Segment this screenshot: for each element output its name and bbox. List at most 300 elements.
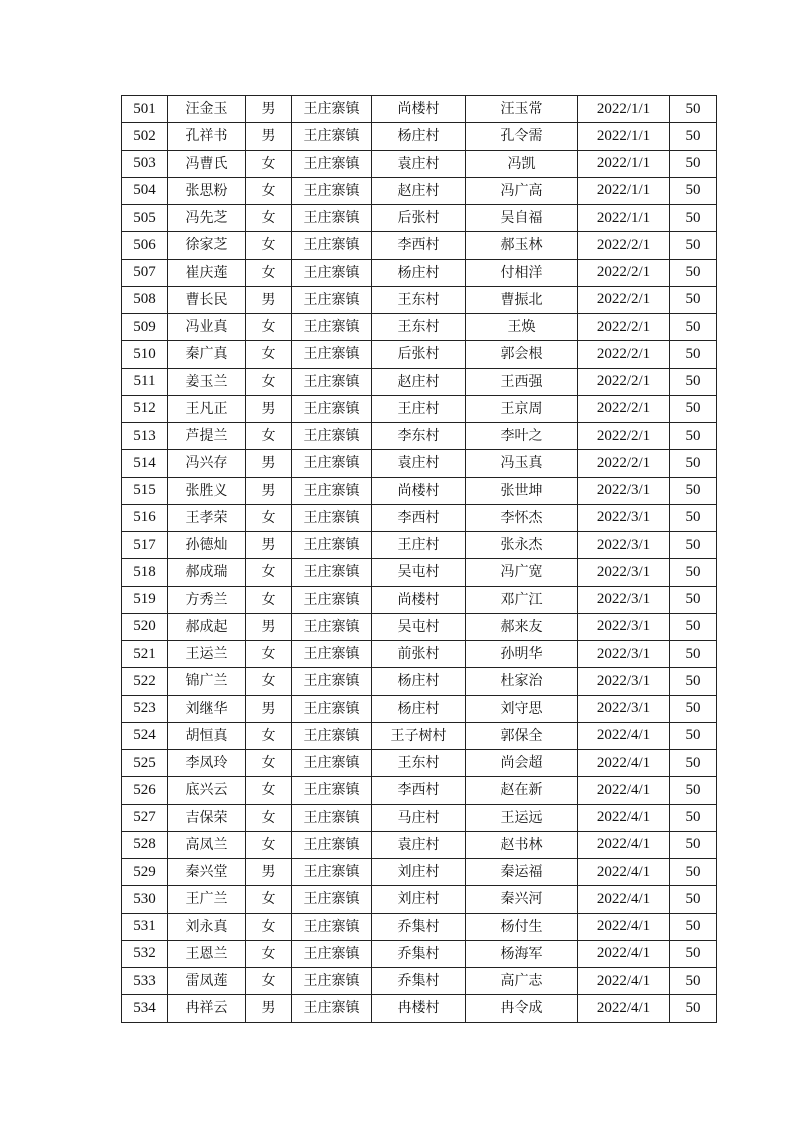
cell-gender: 女 [246, 913, 292, 940]
table-row [122, 286, 717, 313]
cell-date: 2022/2/1 [578, 395, 670, 422]
cell-town: 王庄寨镇 [292, 668, 372, 695]
cell-name: 刘永真 [168, 913, 246, 940]
cell-date: 2022/4/1 [578, 722, 670, 749]
cell-village: 尚楼村 [372, 96, 466, 123]
cell-date: 2022/4/1 [578, 859, 670, 886]
table-row [122, 232, 717, 259]
cell-name: 冯先芝 [168, 205, 246, 232]
cell-amount: 50 [670, 586, 717, 613]
cell-village: 杨庄村 [372, 668, 466, 695]
cell-relative: 曹振北 [466, 286, 578, 313]
cell-amount: 50 [670, 150, 717, 177]
cell-village: 杨庄村 [372, 695, 466, 722]
cell-gender: 女 [246, 968, 292, 995]
cell-amount: 50 [670, 940, 717, 967]
cell-relative: 汪玉常 [466, 96, 578, 123]
cell-name: 郝成起 [168, 613, 246, 640]
cell-town: 王庄寨镇 [292, 205, 372, 232]
cell-date: 2022/3/1 [578, 668, 670, 695]
table-row [122, 395, 717, 422]
table-row [122, 777, 717, 804]
cell-gender: 女 [246, 886, 292, 913]
cell-town: 王庄寨镇 [292, 804, 372, 831]
table-row [122, 205, 717, 232]
cell-village: 王子树村 [372, 722, 466, 749]
cell-number: 504 [122, 177, 168, 204]
cell-name: 吉保荣 [168, 804, 246, 831]
cell-gender: 男 [246, 859, 292, 886]
table-row [122, 150, 717, 177]
cell-relative: 王京周 [466, 395, 578, 422]
cell-town: 王庄寨镇 [292, 150, 372, 177]
cell-amount: 50 [670, 205, 717, 232]
cell-gender: 女 [246, 177, 292, 204]
cell-date: 2022/2/1 [578, 450, 670, 477]
cell-village: 马庄村 [372, 804, 466, 831]
cell-date: 2022/2/1 [578, 341, 670, 368]
cell-village: 尚楼村 [372, 586, 466, 613]
cell-gender: 女 [246, 423, 292, 450]
cell-number: 528 [122, 831, 168, 858]
cell-name: 锦广兰 [168, 668, 246, 695]
table-row [122, 504, 717, 531]
table-row [122, 423, 717, 450]
cell-amount: 50 [670, 504, 717, 531]
cell-amount: 50 [670, 96, 717, 123]
cell-town: 王庄寨镇 [292, 777, 372, 804]
cell-date: 2022/2/1 [578, 314, 670, 341]
cell-gender: 女 [246, 341, 292, 368]
table-row [122, 450, 717, 477]
cell-name: 芦提兰 [168, 423, 246, 450]
table-row [122, 940, 717, 967]
table-row [122, 968, 717, 995]
cell-gender: 男 [246, 995, 292, 1022]
cell-date: 2022/3/1 [578, 695, 670, 722]
cell-number: 530 [122, 886, 168, 913]
cell-town: 王庄寨镇 [292, 286, 372, 313]
cell-gender: 男 [246, 395, 292, 422]
cell-gender: 女 [246, 641, 292, 668]
cell-amount: 50 [670, 750, 717, 777]
cell-amount: 50 [670, 423, 717, 450]
cell-gender: 女 [246, 831, 292, 858]
cell-date: 2022/4/1 [578, 968, 670, 995]
cell-town: 王庄寨镇 [292, 232, 372, 259]
cell-relative: 李怀杰 [466, 504, 578, 531]
cell-number: 521 [122, 641, 168, 668]
cell-amount: 50 [670, 368, 717, 395]
cell-number: 502 [122, 123, 168, 150]
cell-village: 李西村 [372, 504, 466, 531]
cell-relative: 高广志 [466, 968, 578, 995]
cell-relative: 张永杰 [466, 532, 578, 559]
cell-name: 王孝荣 [168, 504, 246, 531]
cell-relative: 冯玉真 [466, 450, 578, 477]
cell-date: 2022/4/1 [578, 831, 670, 858]
cell-town: 王庄寨镇 [292, 940, 372, 967]
cell-name: 冯曹氏 [168, 150, 246, 177]
cell-name: 李凤玲 [168, 750, 246, 777]
cell-number: 529 [122, 859, 168, 886]
table-row [122, 668, 717, 695]
cell-date: 2022/3/1 [578, 559, 670, 586]
cell-amount: 50 [670, 804, 717, 831]
cell-relative: 郭会根 [466, 341, 578, 368]
table-row [122, 559, 717, 586]
cell-date: 2022/1/1 [578, 123, 670, 150]
table-row [122, 913, 717, 940]
cell-gender: 女 [246, 804, 292, 831]
cell-amount: 50 [670, 968, 717, 995]
cell-town: 王庄寨镇 [292, 504, 372, 531]
cell-name: 方秀兰 [168, 586, 246, 613]
cell-date: 2022/3/1 [578, 532, 670, 559]
cell-number: 524 [122, 722, 168, 749]
cell-number: 518 [122, 559, 168, 586]
cell-date: 2022/2/1 [578, 286, 670, 313]
cell-name: 冯兴存 [168, 450, 246, 477]
cell-town: 王庄寨镇 [292, 368, 372, 395]
cell-town: 王庄寨镇 [292, 586, 372, 613]
cell-gender: 男 [246, 613, 292, 640]
cell-number: 533 [122, 968, 168, 995]
cell-number: 517 [122, 532, 168, 559]
cell-name: 徐家芝 [168, 232, 246, 259]
cell-village: 袁庄村 [372, 831, 466, 858]
cell-town: 王庄寨镇 [292, 341, 372, 368]
cell-number: 513 [122, 423, 168, 450]
cell-name: 王凡正 [168, 395, 246, 422]
cell-number: 527 [122, 804, 168, 831]
cell-date: 2022/4/1 [578, 995, 670, 1022]
cell-gender: 女 [246, 668, 292, 695]
cell-relative: 郭保全 [466, 722, 578, 749]
cell-gender: 女 [246, 559, 292, 586]
cell-relative: 付相洋 [466, 259, 578, 286]
cell-date: 2022/4/1 [578, 750, 670, 777]
records-table [121, 95, 717, 1023]
table-row [122, 722, 717, 749]
cell-gender: 女 [246, 722, 292, 749]
cell-amount: 50 [670, 913, 717, 940]
cell-amount: 50 [670, 232, 717, 259]
cell-name: 王运兰 [168, 641, 246, 668]
cell-amount: 50 [670, 831, 717, 858]
cell-village: 袁庄村 [372, 150, 466, 177]
cell-village: 前张村 [372, 641, 466, 668]
cell-amount: 50 [670, 777, 717, 804]
cell-number: 501 [122, 96, 168, 123]
cell-number: 503 [122, 150, 168, 177]
cell-town: 王庄寨镇 [292, 450, 372, 477]
cell-number: 511 [122, 368, 168, 395]
cell-relative: 赵书林 [466, 831, 578, 858]
table-row [122, 341, 717, 368]
table-row [122, 177, 717, 204]
table-row [122, 886, 717, 913]
cell-amount: 50 [670, 613, 717, 640]
cell-amount: 50 [670, 641, 717, 668]
cell-name: 秦兴堂 [168, 859, 246, 886]
cell-number: 523 [122, 695, 168, 722]
cell-amount: 50 [670, 995, 717, 1022]
cell-number: 514 [122, 450, 168, 477]
table-row [122, 123, 717, 150]
cell-village: 袁庄村 [372, 450, 466, 477]
cell-village: 杨庄村 [372, 259, 466, 286]
cell-town: 王庄寨镇 [292, 314, 372, 341]
cell-number: 525 [122, 750, 168, 777]
cell-town: 王庄寨镇 [292, 259, 372, 286]
cell-date: 2022/3/1 [578, 586, 670, 613]
table-row [122, 859, 717, 886]
records-body [122, 96, 717, 1023]
table-row [122, 532, 717, 559]
cell-name: 姜玉兰 [168, 368, 246, 395]
cell-number: 507 [122, 259, 168, 286]
cell-village: 刘庄村 [372, 859, 466, 886]
cell-name: 张思粉 [168, 177, 246, 204]
cell-town: 王庄寨镇 [292, 968, 372, 995]
cell-name: 冉祥云 [168, 995, 246, 1022]
cell-date: 2022/1/1 [578, 177, 670, 204]
cell-town: 王庄寨镇 [292, 96, 372, 123]
cell-date: 2022/4/1 [578, 940, 670, 967]
cell-town: 王庄寨镇 [292, 123, 372, 150]
cell-number: 510 [122, 341, 168, 368]
cell-village: 李东村 [372, 423, 466, 450]
cell-name: 高凤兰 [168, 831, 246, 858]
cell-gender: 女 [246, 205, 292, 232]
cell-date: 2022/2/1 [578, 368, 670, 395]
cell-gender: 女 [246, 504, 292, 531]
cell-relative: 孔令需 [466, 123, 578, 150]
cell-village: 后张村 [372, 341, 466, 368]
cell-gender: 女 [246, 940, 292, 967]
cell-village: 李西村 [372, 232, 466, 259]
cell-amount: 50 [670, 259, 717, 286]
cell-date: 2022/1/1 [578, 150, 670, 177]
cell-town: 王庄寨镇 [292, 913, 372, 940]
cell-relative: 邓广江 [466, 586, 578, 613]
table-row [122, 314, 717, 341]
cell-town: 王庄寨镇 [292, 831, 372, 858]
cell-relative: 冯凯 [466, 150, 578, 177]
cell-amount: 50 [670, 886, 717, 913]
cell-gender: 女 [246, 150, 292, 177]
cell-gender: 男 [246, 477, 292, 504]
cell-number: 522 [122, 668, 168, 695]
cell-town: 王庄寨镇 [292, 859, 372, 886]
cell-amount: 50 [670, 668, 717, 695]
table-row [122, 586, 717, 613]
cell-town: 王庄寨镇 [292, 722, 372, 749]
cell-name: 曹长民 [168, 286, 246, 313]
cell-date: 2022/3/1 [578, 477, 670, 504]
cell-name: 王广兰 [168, 886, 246, 913]
cell-number: 508 [122, 286, 168, 313]
cell-village: 乔集村 [372, 913, 466, 940]
cell-relative: 杜家治 [466, 668, 578, 695]
cell-name: 雷凤莲 [168, 968, 246, 995]
cell-amount: 50 [670, 123, 717, 150]
cell-village: 王东村 [372, 314, 466, 341]
cell-amount: 50 [670, 532, 717, 559]
cell-town: 王庄寨镇 [292, 559, 372, 586]
cell-amount: 50 [670, 722, 717, 749]
cell-village: 赵庄村 [372, 177, 466, 204]
cell-town: 王庄寨镇 [292, 395, 372, 422]
cell-name: 秦广真 [168, 341, 246, 368]
cell-gender: 男 [246, 123, 292, 150]
cell-date: 2022/3/1 [578, 613, 670, 640]
cell-relative: 冉令成 [466, 995, 578, 1022]
cell-relative: 李叶之 [466, 423, 578, 450]
cell-number: 520 [122, 613, 168, 640]
cell-relative: 赵在新 [466, 777, 578, 804]
cell-village: 赵庄村 [372, 368, 466, 395]
cell-relative: 刘守思 [466, 695, 578, 722]
cell-number: 526 [122, 777, 168, 804]
cell-number: 532 [122, 940, 168, 967]
cell-name: 底兴云 [168, 777, 246, 804]
cell-town: 王庄寨镇 [292, 695, 372, 722]
cell-date: 2022/3/1 [578, 641, 670, 668]
cell-number: 534 [122, 995, 168, 1022]
cell-village: 王东村 [372, 750, 466, 777]
cell-gender: 女 [246, 750, 292, 777]
cell-village: 王东村 [372, 286, 466, 313]
cell-amount: 50 [670, 177, 717, 204]
cell-town: 王庄寨镇 [292, 886, 372, 913]
cell-amount: 50 [670, 314, 717, 341]
cell-gender: 男 [246, 96, 292, 123]
cell-number: 531 [122, 913, 168, 940]
cell-village: 王庄村 [372, 532, 466, 559]
cell-village: 吴屯村 [372, 559, 466, 586]
cell-town: 王庄寨镇 [292, 532, 372, 559]
cell-relative: 张世坤 [466, 477, 578, 504]
cell-village: 尚楼村 [372, 477, 466, 504]
cell-date: 2022/2/1 [578, 232, 670, 259]
cell-date: 2022/3/1 [578, 504, 670, 531]
cell-village: 乔集村 [372, 940, 466, 967]
cell-gender: 女 [246, 777, 292, 804]
cell-number: 509 [122, 314, 168, 341]
cell-relative: 秦兴河 [466, 886, 578, 913]
cell-name: 冯业真 [168, 314, 246, 341]
table-row [122, 995, 717, 1022]
cell-relative: 郝玉林 [466, 232, 578, 259]
cell-village: 李西村 [372, 777, 466, 804]
cell-town: 王庄寨镇 [292, 995, 372, 1022]
cell-amount: 50 [670, 395, 717, 422]
cell-village: 乔集村 [372, 968, 466, 995]
cell-number: 519 [122, 586, 168, 613]
cell-date: 2022/2/1 [578, 423, 670, 450]
table-row [122, 259, 717, 286]
table-row [122, 477, 717, 504]
cell-name: 孙德灿 [168, 532, 246, 559]
cell-town: 王庄寨镇 [292, 177, 372, 204]
table-row [122, 750, 717, 777]
cell-gender: 女 [246, 232, 292, 259]
cell-amount: 50 [670, 559, 717, 586]
cell-gender: 男 [246, 286, 292, 313]
cell-number: 506 [122, 232, 168, 259]
cell-name: 汪金玉 [168, 96, 246, 123]
cell-town: 王庄寨镇 [292, 750, 372, 777]
cell-name: 刘继华 [168, 695, 246, 722]
cell-date: 2022/4/1 [578, 913, 670, 940]
cell-name: 张胜义 [168, 477, 246, 504]
cell-date: 2022/2/1 [578, 259, 670, 286]
cell-amount: 50 [670, 450, 717, 477]
cell-relative: 冯广高 [466, 177, 578, 204]
table-row [122, 831, 717, 858]
cell-number: 512 [122, 395, 168, 422]
cell-town: 王庄寨镇 [292, 613, 372, 640]
cell-village: 冉楼村 [372, 995, 466, 1022]
cell-amount: 50 [670, 859, 717, 886]
table-row [122, 368, 717, 395]
cell-relative: 吴自福 [466, 205, 578, 232]
cell-name: 郝成瑞 [168, 559, 246, 586]
cell-village: 刘庄村 [372, 886, 466, 913]
cell-relative: 尚会超 [466, 750, 578, 777]
cell-relative: 杨海军 [466, 940, 578, 967]
cell-relative: 秦运福 [466, 859, 578, 886]
cell-relative: 王运远 [466, 804, 578, 831]
cell-gender: 男 [246, 450, 292, 477]
cell-relative: 郝来友 [466, 613, 578, 640]
cell-village: 后张村 [372, 205, 466, 232]
cell-gender: 男 [246, 695, 292, 722]
cell-amount: 50 [670, 341, 717, 368]
cell-name: 崔庆莲 [168, 259, 246, 286]
cell-date: 2022/4/1 [578, 886, 670, 913]
cell-village: 吴屯村 [372, 613, 466, 640]
cell-town: 王庄寨镇 [292, 423, 372, 450]
cell-name: 王恩兰 [168, 940, 246, 967]
cell-name: 孔祥书 [168, 123, 246, 150]
cell-relative: 王焕 [466, 314, 578, 341]
cell-number: 515 [122, 477, 168, 504]
cell-date: 2022/1/1 [578, 96, 670, 123]
table-row [122, 695, 717, 722]
cell-date: 2022/1/1 [578, 205, 670, 232]
cell-village: 王庄村 [372, 395, 466, 422]
cell-amount: 50 [670, 286, 717, 313]
table-row [122, 641, 717, 668]
table-row [122, 613, 717, 640]
cell-date: 2022/4/1 [578, 804, 670, 831]
cell-amount: 50 [670, 477, 717, 504]
cell-gender: 女 [246, 314, 292, 341]
cell-relative: 孙明华 [466, 641, 578, 668]
cell-gender: 女 [246, 259, 292, 286]
table-row [122, 804, 717, 831]
cell-number: 516 [122, 504, 168, 531]
cell-number: 505 [122, 205, 168, 232]
cell-relative: 杨付生 [466, 913, 578, 940]
cell-town: 王庄寨镇 [292, 477, 372, 504]
cell-relative: 王西强 [466, 368, 578, 395]
cell-village: 杨庄村 [372, 123, 466, 150]
table-row [122, 96, 717, 123]
